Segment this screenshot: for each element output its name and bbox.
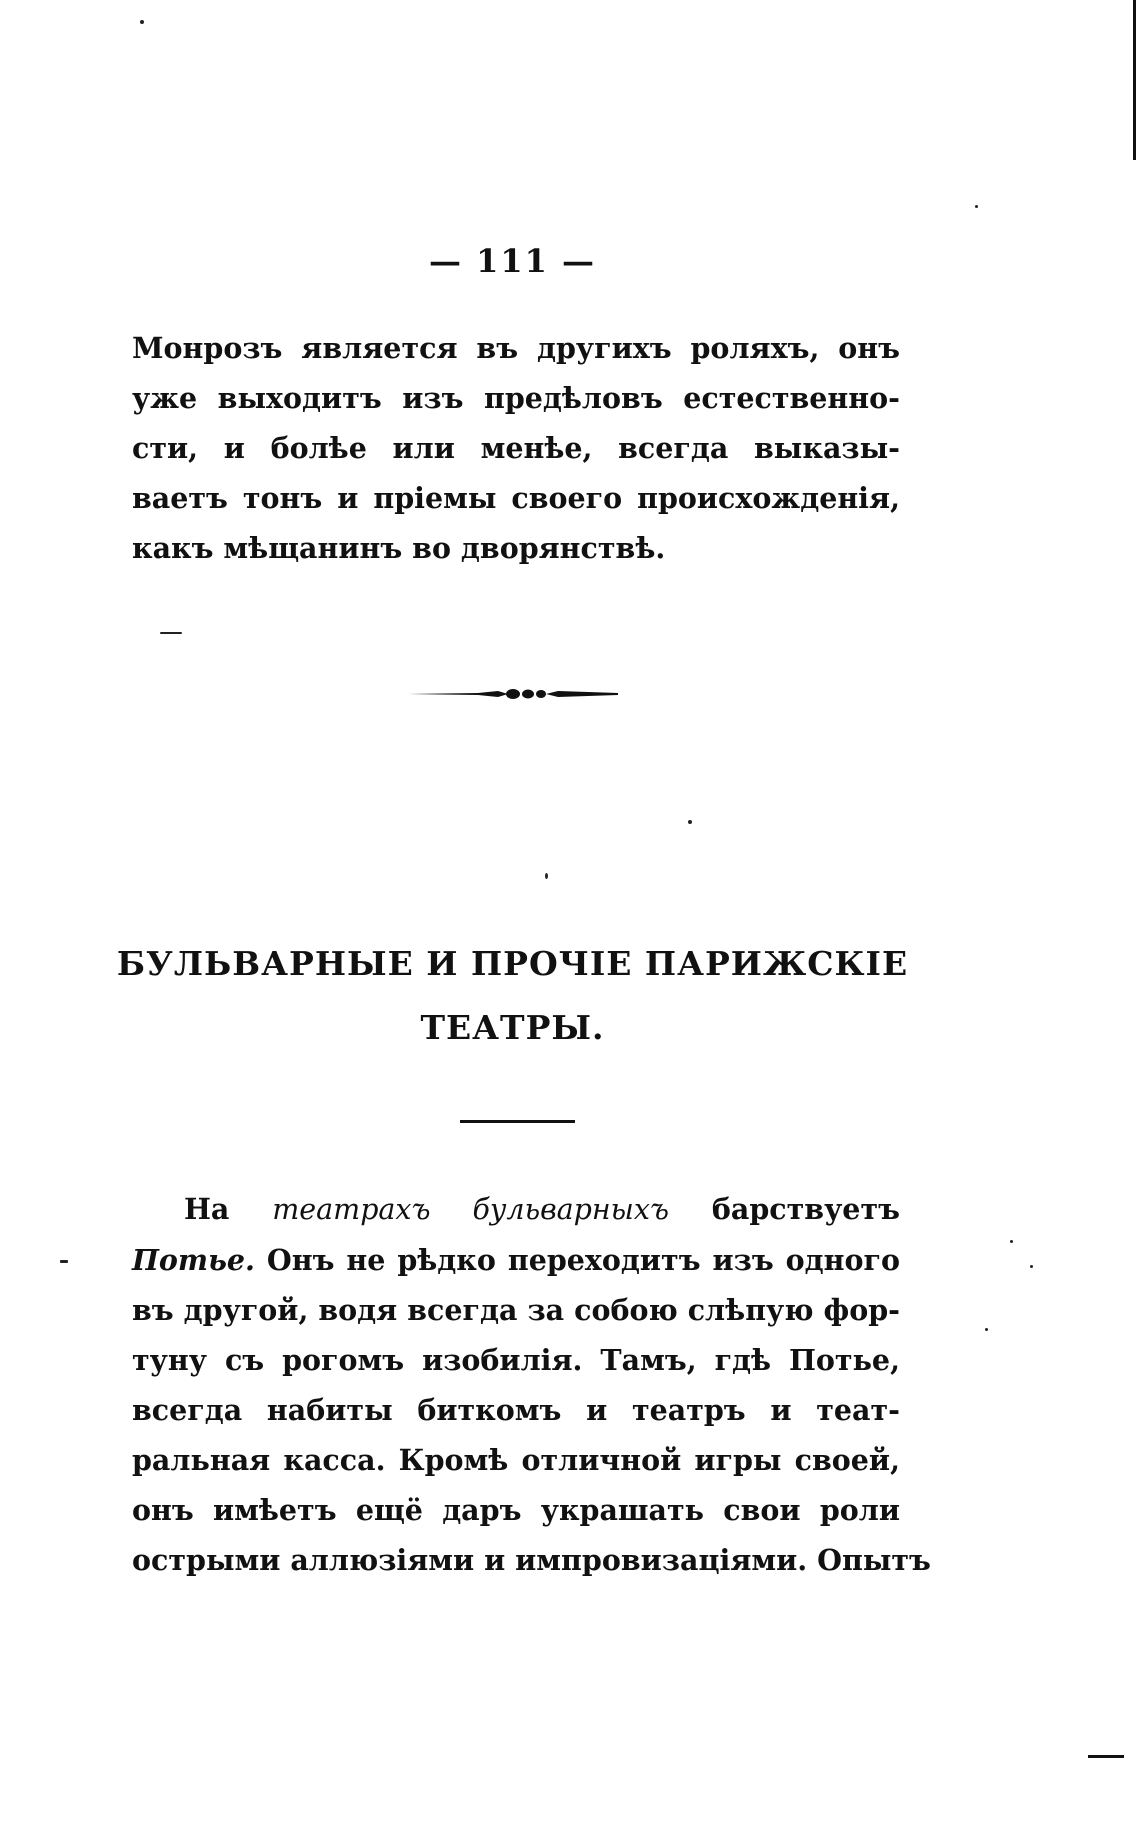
text-span: Онъ не рѣдко переходитъ изъ одного (266, 1243, 900, 1277)
scan-edge-mark (1133, 0, 1136, 160)
page-number: — 111 — (428, 242, 597, 280)
text-line: въ другой, водя всегда за собою слѣпую фор- (132, 1293, 900, 1327)
scan-speck (1030, 1265, 1033, 1268)
scan-edge-mark (1088, 1755, 1124, 1758)
text-line: какъ мѣщанинъ во дворянствѣ. (132, 531, 666, 565)
text-line: сти, и болѣе или менѣе, всегда выказы- (132, 431, 900, 465)
scan-speck (60, 1260, 68, 1263)
scan-speck (545, 873, 548, 879)
text-span: На (184, 1192, 230, 1226)
text-line (132, 1184, 900, 1235)
scan-speck (985, 1328, 988, 1331)
section-title-continued: ТЕАТРЫ. (420, 1008, 605, 1047)
text-line: уже выходитъ изъ предѣловъ естественно- (132, 381, 900, 415)
paragraph-continued (132, 323, 900, 573)
ornament-divider (408, 683, 618, 705)
italic-name: Потье. (132, 1243, 255, 1277)
scan-speck (975, 205, 978, 208)
scan-speck (160, 632, 182, 634)
scan-speck (140, 20, 144, 24)
title-underline-rule (460, 1120, 575, 1123)
text-line: ральная касса. Кромѣ отличной игры своей, (132, 1443, 900, 1477)
text-line (132, 1235, 900, 1285)
text-line: онъ имѣетъ ещё даръ украшать свои роли (132, 1493, 900, 1527)
text-line: острыми аллюзіями и импровизаціями. Опытъ (132, 1543, 931, 1577)
scan-speck (1010, 1240, 1013, 1243)
text-line: всегда набиты биткомъ и театръ и теат- (132, 1393, 900, 1427)
paragraph (132, 1184, 931, 1585)
text-line: ваетъ тонъ и пріемы своего происхожденія, (132, 481, 900, 515)
italic-phrase: театрахъ бульварныхъ (272, 1193, 669, 1226)
text-span: барствуетъ (711, 1192, 900, 1226)
section-title: БУЛЬВАРНЫЕ И ПРОЧІЕ ПАРИЖСКІЕ (116, 944, 909, 983)
text-line: Монрозъ является въ другихъ роляхъ, онъ (132, 331, 900, 365)
text-line: туну съ рогомъ изобилія. Тамъ, гдѣ Потье, (132, 1343, 900, 1377)
scan-speck (688, 820, 692, 824)
